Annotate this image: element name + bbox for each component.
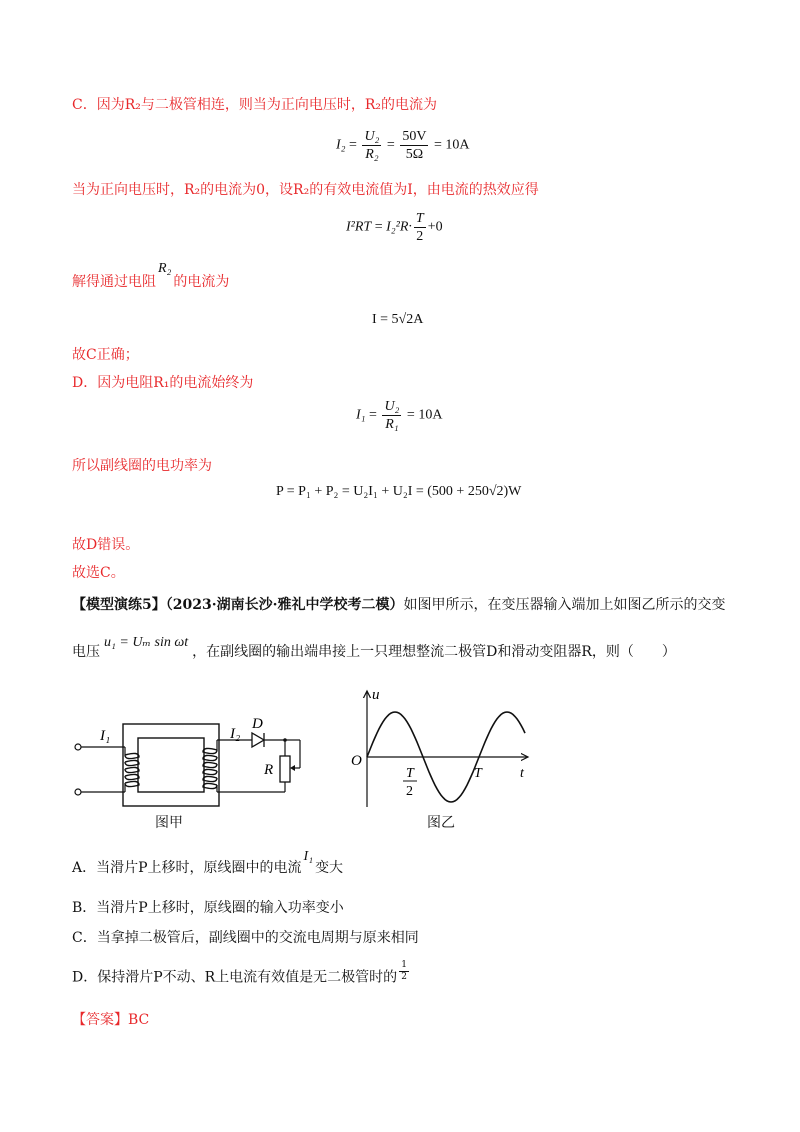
label-t-axis: t [520,766,524,781]
problem-stem1: 如图甲所示，在变压器输入端加上如图乙所示的交变 [403,597,726,613]
label-d: D [252,716,263,732]
slider-arrow [290,765,295,771]
equation-heat: I²RT = I₂²R· $\frac{T}{2}$ +0 [346,211,443,244]
eq2-mid: I₂²R· [386,219,412,235]
label-u-axis: u [372,687,380,703]
option-a[interactable] [72,849,344,879]
eq2-tail: +0 [427,219,443,235]
option-c-explanation: C．因为R₂与二极管相连，则当为正向电压时，R₂的电流为 [72,97,438,113]
figure-sine-wave [340,685,540,815]
input-terminal-top [75,744,81,750]
option-b[interactable]: B．当滑片P上移时，原线圈的输入功率变小 [72,900,344,916]
eq4-den: R₁ [385,417,399,432]
option-c[interactable]: C．当拿掉二极管后，副线圈中的交流电周期与原来相同 [72,930,419,946]
option-d-frac-den: 2 [401,972,407,982]
option-c-conclusion: 故C正确； [72,347,139,363]
equation-i2: I₂ = $\frac{\text{U₂}}{\text{R₂}}$ = $\frac{50V}{5\Omega}$ = 10A [336,129,470,162]
secondary-coil [203,748,217,788]
eq4-num: U₂ [384,399,400,414]
eq1-den2: 5Ω [405,147,424,162]
stem2-suffix: ，在副线圈的输出端串接上一只理想整流二极管D和滑动变阻器R，则（ ） [192,644,676,660]
solved-prefix: 解得通过电阻 [72,274,156,290]
option-d-explanation: D．因为电阻R₁的电流始终为 [72,375,254,391]
problem-tag: 【模型演练5】 [72,597,166,613]
equation-power: P = P₁ + P₂ = U₂I₁ + U₂I = (500 + 250√2)W [276,484,522,499]
label-half-period-den: 2 [406,784,413,799]
eq4-result: 10A [418,407,443,423]
caption-fig-a: 图甲 [155,815,183,831]
eq1-lhs: I₂ [336,137,346,153]
final-choice: 故选C。 [72,565,125,581]
figure-transformer-circuit [70,700,320,840]
solved-suffix: 的电流为 [173,274,230,290]
eq4-lhs: I₁ [356,407,366,423]
option-d-conclusion: 故D错误。 [72,537,140,553]
answer [72,1010,149,1030]
primary-coil [125,753,139,786]
answer-value: BC [128,1012,150,1028]
eq2-num: T [415,211,424,226]
problem-source: （2023·湖南长沙·雅礼中学校考二模） [165,597,404,613]
input-terminal-bottom [75,789,81,795]
problem-stem-line1 [72,595,725,615]
stem2-formula: u₁ = Uₘ sin ωt [104,635,189,650]
option-a-suffix: 变大 [315,860,344,876]
equation-i1: I₁ = $\frac{\text{U₂}}{\text{R₁}}$ = 10A [356,399,443,432]
option-d-text: D．保持滑片P不动、R上电流有效值是无二极管时的 [72,969,398,986]
label-i1: I₁ [100,728,111,744]
option-a-text: A．当滑片P上移时，原线圈中的电流 [72,860,302,876]
eq2-lhs: I²RT [346,219,372,235]
label-period: T [474,766,482,781]
stem2-prefix: 电压 [72,644,100,660]
label-half-period-num: T [406,766,414,781]
eq2-den: 2 [416,229,424,244]
r2-symbol: R₂ [158,261,172,276]
eq1-num2: 50V [402,129,427,144]
label-i2: I₂ [230,726,241,742]
option-d[interactable] [72,960,411,989]
equation-i-result: I = 5√2A [372,312,424,327]
eq1-den1: R₂ [365,147,379,162]
power-text: 所以副线圈的电功率为 [72,458,212,474]
eq1-result: 10A [445,137,470,153]
eq1-num1: U₂ [364,129,380,144]
diode-symbol [252,733,264,747]
answer-label: 【答案】 [72,1012,128,1028]
option-a-formula: I₁ [303,849,314,864]
label-r: R [264,762,274,778]
rheostat [280,756,290,782]
label-origin: O [351,753,362,769]
problem-stem-line2 [72,635,676,663]
option-d-frac-num: 1 [401,960,407,970]
reverse-voltage-text: 当为正向电压时，R₂的电流为0，设R₂的有效电流值为I，由电流的热效应得 [72,182,539,198]
caption-fig-b: 图乙 [427,815,455,831]
solved-current-text [72,261,230,293]
